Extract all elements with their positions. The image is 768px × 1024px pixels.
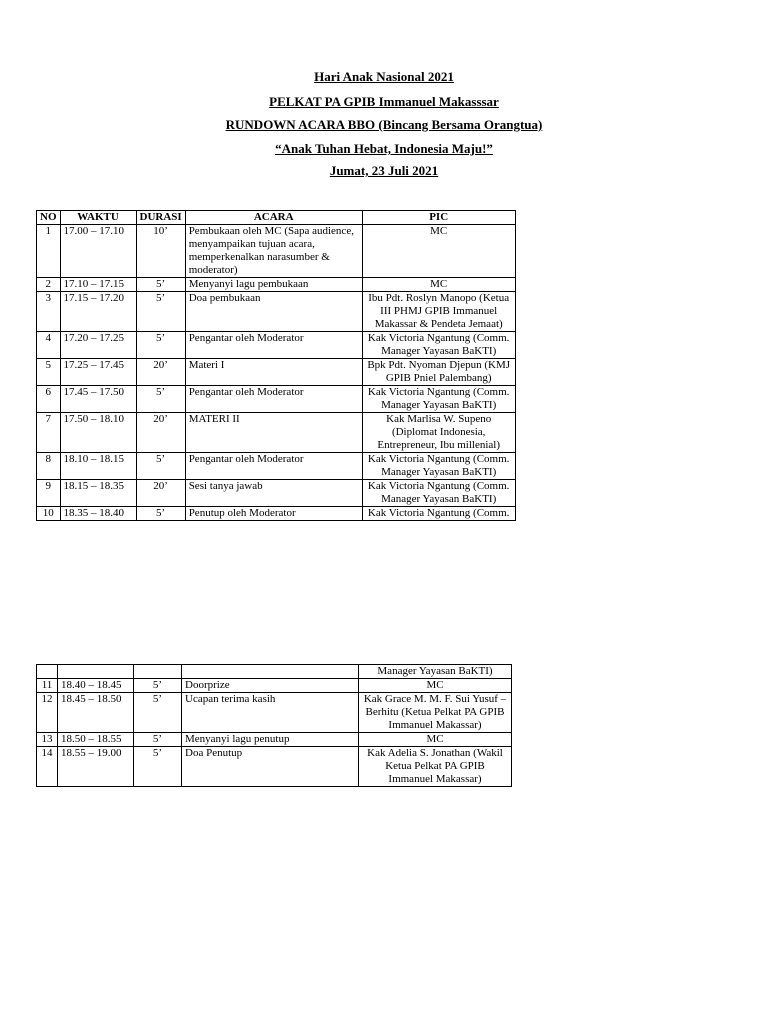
event-title: Hari Anak Nasional 2021 — [314, 69, 454, 84]
cell-acara: Menyanyi lagu pembukaan — [185, 278, 362, 292]
cell-waktu: 18.50 – 18.55 — [58, 733, 134, 747]
cell-pic: Kak Victoria Ngantung (Comm. Manager Yayasan BaKTI) — [362, 386, 515, 413]
cell-no: 5 — [37, 359, 61, 386]
cell-no: 13 — [37, 733, 58, 747]
cell-no: 9 — [37, 480, 61, 507]
cell-waktu: 17.45 – 17.50 — [60, 386, 136, 413]
cell-waktu — [58, 665, 134, 679]
cell-waktu: 17.20 – 17.25 — [60, 332, 136, 359]
table-row — [37, 359, 516, 386]
table-row — [37, 733, 512, 747]
cell-durasi: 5’ — [136, 453, 185, 480]
cell-waktu: 17.00 – 17.10 — [60, 225, 136, 278]
cell-no: 11 — [37, 679, 58, 693]
table-row — [37, 413, 516, 453]
table-row — [37, 507, 516, 521]
cell-acara: Doorprize — [182, 679, 359, 693]
cell-acara: Pengantar oleh Moderator — [185, 386, 362, 413]
cell-waktu: 18.35 – 18.40 — [60, 507, 136, 521]
cell-no — [37, 665, 58, 679]
table-row — [37, 693, 512, 733]
table-row — [37, 332, 516, 359]
col-header-waktu: WAKTU — [60, 211, 136, 225]
cell-acara: Pengantar oleh Moderator — [185, 453, 362, 480]
cell-acara: Pengantar oleh Moderator — [185, 332, 362, 359]
cell-waktu: 18.45 – 18.50 — [58, 693, 134, 733]
cell-pic: MC — [362, 278, 515, 292]
cell-durasi: 20’ — [136, 359, 185, 386]
table-row — [37, 292, 516, 332]
cell-acara: Doa pembukaan — [185, 292, 362, 332]
cell-acara: Ucapan terima kasih — [182, 693, 359, 733]
cell-acara: Penutup oleh Moderator — [185, 507, 362, 521]
cell-acara: Menyanyi lagu penutup — [182, 733, 359, 747]
table-row — [37, 278, 516, 292]
table-row — [37, 453, 516, 480]
cell-no: 10 — [37, 507, 61, 521]
cell-durasi: 20’ — [136, 480, 185, 507]
cell-pic: Ibu Pdt. Roslyn Manopo (Ketua III PHMJ GPIB Immanuel Makassar & Pendeta Jemaat) — [362, 292, 515, 332]
cell-acara — [182, 665, 359, 679]
cell-no: 6 — [37, 386, 61, 413]
cell-pic: Kak Victoria Ngantung (Comm. Manager Yayasan BaKTI) — [362, 480, 515, 507]
cell-acara: Materi I — [185, 359, 362, 386]
cell-waktu: 17.15 – 17.20 — [60, 292, 136, 332]
date-title: Jumat, 23 Juli 2021 — [329, 163, 439, 178]
organizer-title: PELKAT PA GPIB Immanuel Makasssar — [269, 94, 499, 109]
cell-no: 8 — [37, 453, 61, 480]
theme-title: “Anak Tuhan Hebat, Indonesia Maju!” — [275, 141, 493, 156]
cell-pic: Kak Victoria Ngantung (Comm. — [362, 507, 515, 521]
cell-durasi: 5’ — [136, 332, 185, 359]
cell-pic: MC — [359, 733, 512, 747]
cell-waktu: 17.25 – 17.45 — [60, 359, 136, 386]
cell-pic: MC — [359, 679, 512, 693]
cell-acara: Pembukaan oleh MC (Sapa audience, menyampaikan tujuan acara, memperkenalkan narasumber & moderator) — [185, 225, 362, 278]
table-row — [37, 480, 516, 507]
cell-no: 7 — [37, 413, 61, 453]
cell-pic: Kak Adelia S. Jonathan (Wakil Ketua Pelkat PA GPIB Immanuel Makassar) — [359, 747, 512, 787]
cell-pic: Bpk Pdt. Nyoman Djepun (KMJ GPIB Pniel Palembang) — [362, 359, 515, 386]
cell-no: 3 — [37, 292, 61, 332]
cell-pic: MC — [362, 225, 515, 278]
rundown-table-continued — [36, 664, 512, 787]
col-header-no: NO — [37, 211, 61, 225]
cell-durasi: 5’ — [136, 386, 185, 413]
cell-waktu: 18.55 – 19.00 — [58, 747, 134, 787]
cell-durasi: 5’ — [134, 693, 182, 733]
col-header-pic: PIC — [362, 211, 515, 225]
cell-acara: Sesi tanya jawab — [185, 480, 362, 507]
cell-durasi: 5’ — [134, 747, 182, 787]
cell-waktu: 18.10 – 18.15 — [60, 453, 136, 480]
cell-durasi — [134, 665, 182, 679]
table-row — [37, 747, 512, 787]
cell-durasi: 5’ — [136, 507, 185, 521]
cell-waktu: 17.10 – 17.15 — [60, 278, 136, 292]
cell-durasi: 5’ — [134, 733, 182, 747]
col-header-durasi: DURASI — [136, 211, 185, 225]
cell-durasi: 5’ — [134, 679, 182, 693]
cell-no: 1 — [37, 225, 61, 278]
cell-durasi: 5’ — [136, 278, 185, 292]
cell-no: 2 — [37, 278, 61, 292]
table-row — [37, 386, 516, 413]
table-header-row — [37, 211, 516, 225]
table-row — [37, 225, 516, 278]
cell-waktu: 18.15 – 18.35 — [60, 480, 136, 507]
cell-durasi: 5’ — [136, 292, 185, 332]
cell-no: 14 — [37, 747, 58, 787]
cell-acara: Doa Penutup — [182, 747, 359, 787]
cell-pic: Kak Victoria Ngantung (Comm. Manager Yayasan BaKTI) — [362, 453, 515, 480]
table-row — [37, 679, 512, 693]
cell-durasi: 20’ — [136, 413, 185, 453]
rundown-table — [36, 210, 516, 521]
cell-no: 4 — [37, 332, 61, 359]
cell-pic: Manager Yayasan BaKTI) — [359, 665, 512, 679]
table-row-continuation — [37, 665, 512, 679]
rundown-title: RUNDOWN ACARA BBO (Bincang Bersama Orangtua) — [225, 117, 543, 132]
cell-acara: MATERI II — [185, 413, 362, 453]
cell-waktu: 18.40 – 18.45 — [58, 679, 134, 693]
cell-pic: Kak Victoria Ngantung (Comm. Manager Yayasan BaKTI) — [362, 332, 515, 359]
cell-no: 12 — [37, 693, 58, 733]
cell-waktu: 17.50 – 18.10 — [60, 413, 136, 453]
cell-pic: Kak Grace M. M. F. Sui Yusuf – Berhitu (Ketua Pelkat PA GPIB Immanuel Makassar) — [359, 693, 512, 733]
col-header-acara: ACARA — [185, 211, 362, 225]
cell-pic: Kak Marlisa W. Supeno (Diplomat Indonesia, Entrepreneur, Ibu millenial) — [362, 413, 515, 453]
cell-durasi: 10’ — [136, 225, 185, 278]
